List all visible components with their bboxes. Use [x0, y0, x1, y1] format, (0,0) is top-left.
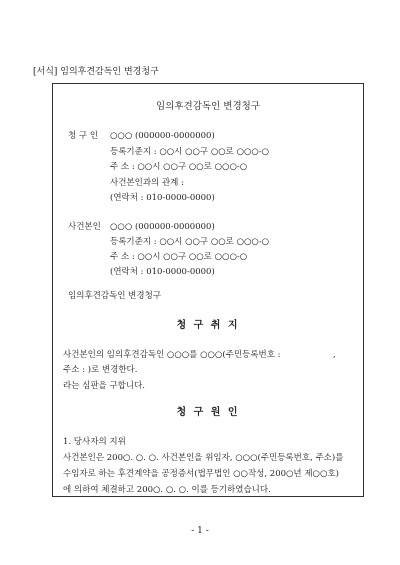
- principal-address: 주 소 : ○○시 ○○구 ○○로 ○○○-○: [110, 252, 248, 262]
- claimant-name: ○○○ (000000-0000000): [110, 131, 215, 141]
- document-frame: [52, 83, 364, 497]
- purpose-heading: 청 구 취 지: [176, 320, 240, 331]
- claimant-contact: (연락처 : 010-0000-0000): [110, 193, 215, 203]
- claimant-registry: 등록기준지 : ○○시 ○○구 ○○로 ○○○-○: [110, 147, 270, 157]
- cause-line-2: 수임자로 하는 후견계약을 공정증서(법무법인 ○○작성, 200○년 제○○호): [63, 469, 339, 479]
- page-number: - 1 -: [191, 526, 209, 536]
- purpose-line-3: 라는 심판을 구합니다.: [63, 381, 146, 391]
- principal-registry: 등록기준지 : ○○시 ○○구 ○○로 ○○○-○: [110, 237, 270, 247]
- form-caption: [서식] 임의후견감독인 변경청구: [33, 67, 159, 77]
- purpose-line-2: 주소 : )로 변경한다.: [63, 365, 138, 375]
- cause-line-3: 에 의하여 체결하고 200○. ○. ○. 이를 등기하였습니다.: [63, 485, 271, 495]
- document-title: 임의후견감독인 변경청구: [156, 101, 260, 112]
- cause-line-1: 사건본인은 200○. ○. ○. 사건본인을 위임자, ○○○(주민등록번호, 주소)를: [63, 453, 344, 463]
- claimant-address: 주 소 : ○○시 ○○구 ○○로 ○○○-○: [110, 162, 248, 172]
- principal-name: ○○○ (000000-0000000): [110, 222, 215, 232]
- claimant-relation: 사건본인과의 관계 :: [110, 178, 184, 188]
- purpose-line-1: 사건본인의 임의후견감독인 ○○○를 ○○○(주민등록번호 :: [63, 350, 281, 360]
- principal-contact: (연락처 : 010-0000-0000): [110, 267, 215, 277]
- cause-heading: 청 구 원 인: [176, 407, 240, 418]
- subject-line: 임의후견감독인 변경청구: [68, 291, 162, 301]
- cause-item-1: 1. 당사자의 지위: [63, 437, 126, 447]
- principal-role: 사건본인: [68, 222, 101, 232]
- purpose-line-1-end: ,: [333, 350, 336, 360]
- claimant-role: 청 구 인: [68, 131, 99, 141]
